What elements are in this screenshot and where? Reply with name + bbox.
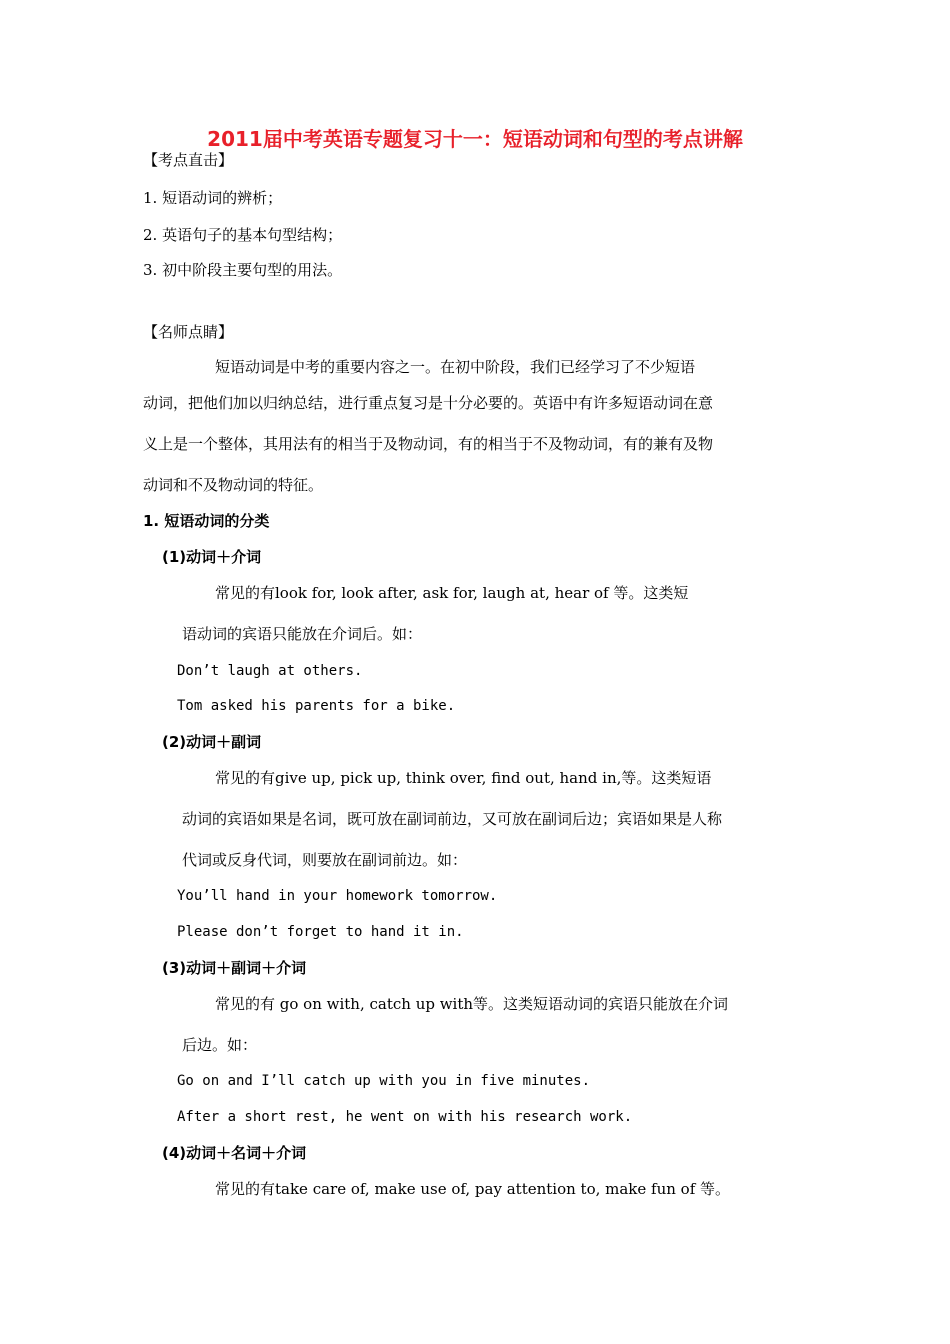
group-description: 常见的有look for, look after, ask for, laugh at, hear of 等。这类短 — [215, 584, 689, 602]
example-sentence: You’ll hand in your homework tomorrow. — [177, 888, 498, 904]
paragraph-line: 动词和不及物动词的特征。 — [143, 476, 324, 494]
document-title: 2011届中考英语专题复习十一：短语动词和句型的考点讲解 — [207, 127, 743, 151]
section-heading-key-points: 【考点直击】 — [143, 151, 234, 169]
group-heading: (2)动词＋副词 — [162, 733, 262, 751]
group-heading: (3)动词＋副词＋介词 — [162, 959, 307, 977]
group-description: 代词或反身代词，则要放在副词前边。如： — [182, 851, 468, 869]
group-description: 语动词的宾语只能放在介词后。如： — [182, 625, 423, 643]
key-point-item: 2. 英语句子的基本句型结构； — [143, 226, 343, 244]
example-sentence: Don’t laugh at others. — [177, 663, 363, 679]
group-heading: (4)动词＋名词＋介词 — [162, 1144, 307, 1162]
paragraph-line: 义上是一个整体，其用法有的相当于及物动词，有的相当于不及物动词，有的兼有及物 — [143, 435, 714, 453]
example-sentence: After a short rest, he went on with his research work. — [177, 1109, 633, 1125]
group-description: 常见的有take care of, make use of, pay attention to, make fun of 等。 — [215, 1180, 731, 1198]
paragraph-line: 动词，把他们加以归纳总结，进行重点复习是十分必要的。英语中有许多短语动词在意 — [143, 394, 714, 412]
example-sentence: Please don’t forget to hand it in. — [177, 924, 464, 940]
group-description: 常见的有give up, pick up, think over, find out, hand in,等。这类短语 — [215, 769, 712, 787]
paragraph-line: 短语动词是中考的重要内容之一。在初中阶段，我们已经学习了不少短语 — [215, 358, 696, 376]
key-point-item: 3. 初中阶段主要句型的用法。 — [143, 261, 343, 279]
key-point-item: 1. 短语动词的辨析； — [143, 189, 283, 207]
group-description: 常见的有 go on with, catch up with等。这类短语动词的宾语只能放在介词 — [215, 995, 729, 1013]
group-description: 后边。如： — [182, 1036, 258, 1054]
example-sentence: Tom asked his parents for a bike. — [177, 698, 456, 714]
classification-heading: 1. 短语动词的分类 — [143, 512, 270, 530]
example-sentence: Go on and I’ll catch up with you in five minutes. — [177, 1073, 591, 1089]
group-heading: (1)动词＋介词 — [162, 548, 262, 566]
group-description: 动词的宾语如果是名词，既可放在副词前边，又可放在副词后边；宾语如果是人称 — [182, 810, 723, 828]
section-heading-teacher-notes: 【名师点睛】 — [143, 323, 234, 341]
